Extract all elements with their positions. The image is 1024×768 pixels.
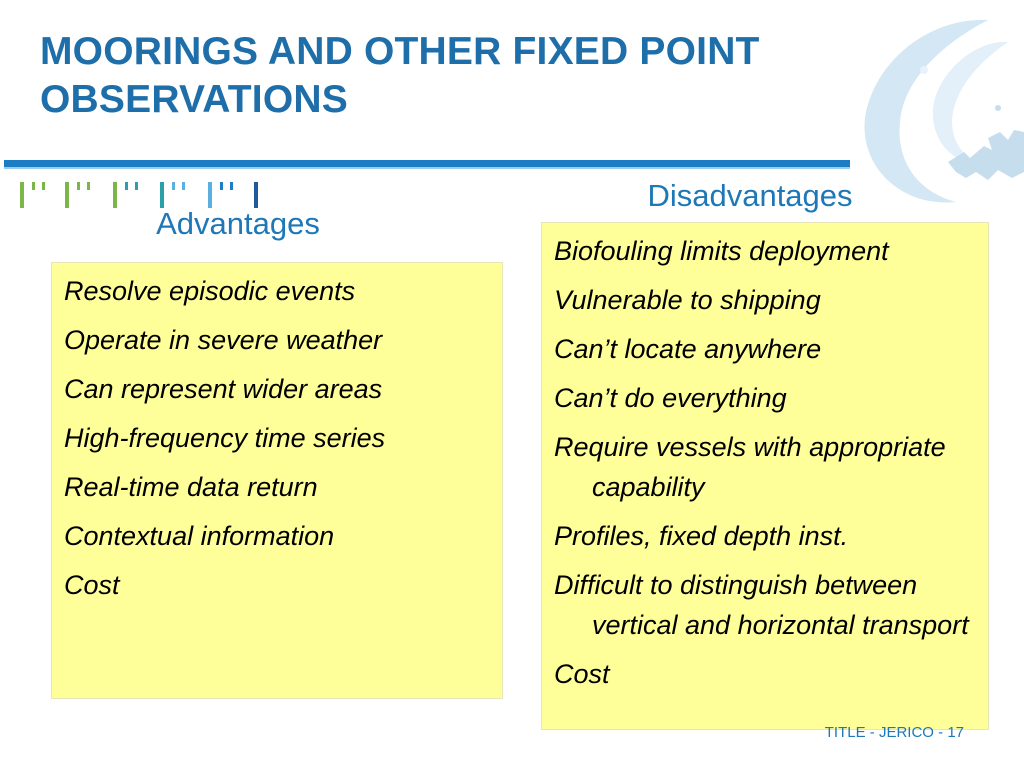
- advantage-item: Operate in severe weather: [64, 325, 383, 355]
- disadvantages-box: [541, 222, 989, 730]
- advantage-item: High-frequency time series: [64, 423, 386, 453]
- slide-title: MOORINGS AND OTHER FIXED POINT OBSERVATIONS: [40, 30, 760, 121]
- title-divider-highlight: [4, 167, 850, 169]
- disadvantage-item: Cost: [554, 659, 610, 689]
- footer-separator: -: [933, 724, 948, 741]
- disadvantage-item: Can’t do everything: [554, 383, 787, 413]
- disadvantage-item: Vulnerable to shipping: [554, 285, 821, 315]
- advantages-heading: Advantages: [156, 206, 320, 241]
- footer-separator: -: [865, 724, 879, 741]
- advantages-box: [51, 262, 503, 699]
- disadvantage-item: Biofouling limits deployment: [554, 236, 889, 266]
- advantages-list: [64, 271, 490, 605]
- disadvantage-item: Profiles, fixed depth inst.: [554, 521, 849, 551]
- disadvantage-item: Difficult to distinguish between vertical and horizontal transport: [554, 570, 969, 640]
- advantage-item: Can represent wider areas: [64, 374, 383, 404]
- disadvantage-item: Require vessels with appropriate capability: [554, 432, 946, 502]
- disadvantages-heading: Disadvantages: [647, 178, 853, 213]
- slide-footer: [760, 724, 964, 741]
- advantage-item: Contextual information: [64, 521, 335, 551]
- disadvantage-item: Can’t locate anywhere: [554, 334, 822, 364]
- advantage-item: Cost: [64, 570, 120, 600]
- title-divider: [4, 160, 850, 167]
- advantage-item: Real-time data return: [64, 472, 318, 502]
- advantage-item: Resolve episodic events: [64, 276, 356, 306]
- page-number: 17: [947, 724, 964, 741]
- footer-project: JERICO: [878, 724, 934, 741]
- footer-title: TITLE: [824, 724, 866, 741]
- disadvantages-list: [554, 231, 976, 694]
